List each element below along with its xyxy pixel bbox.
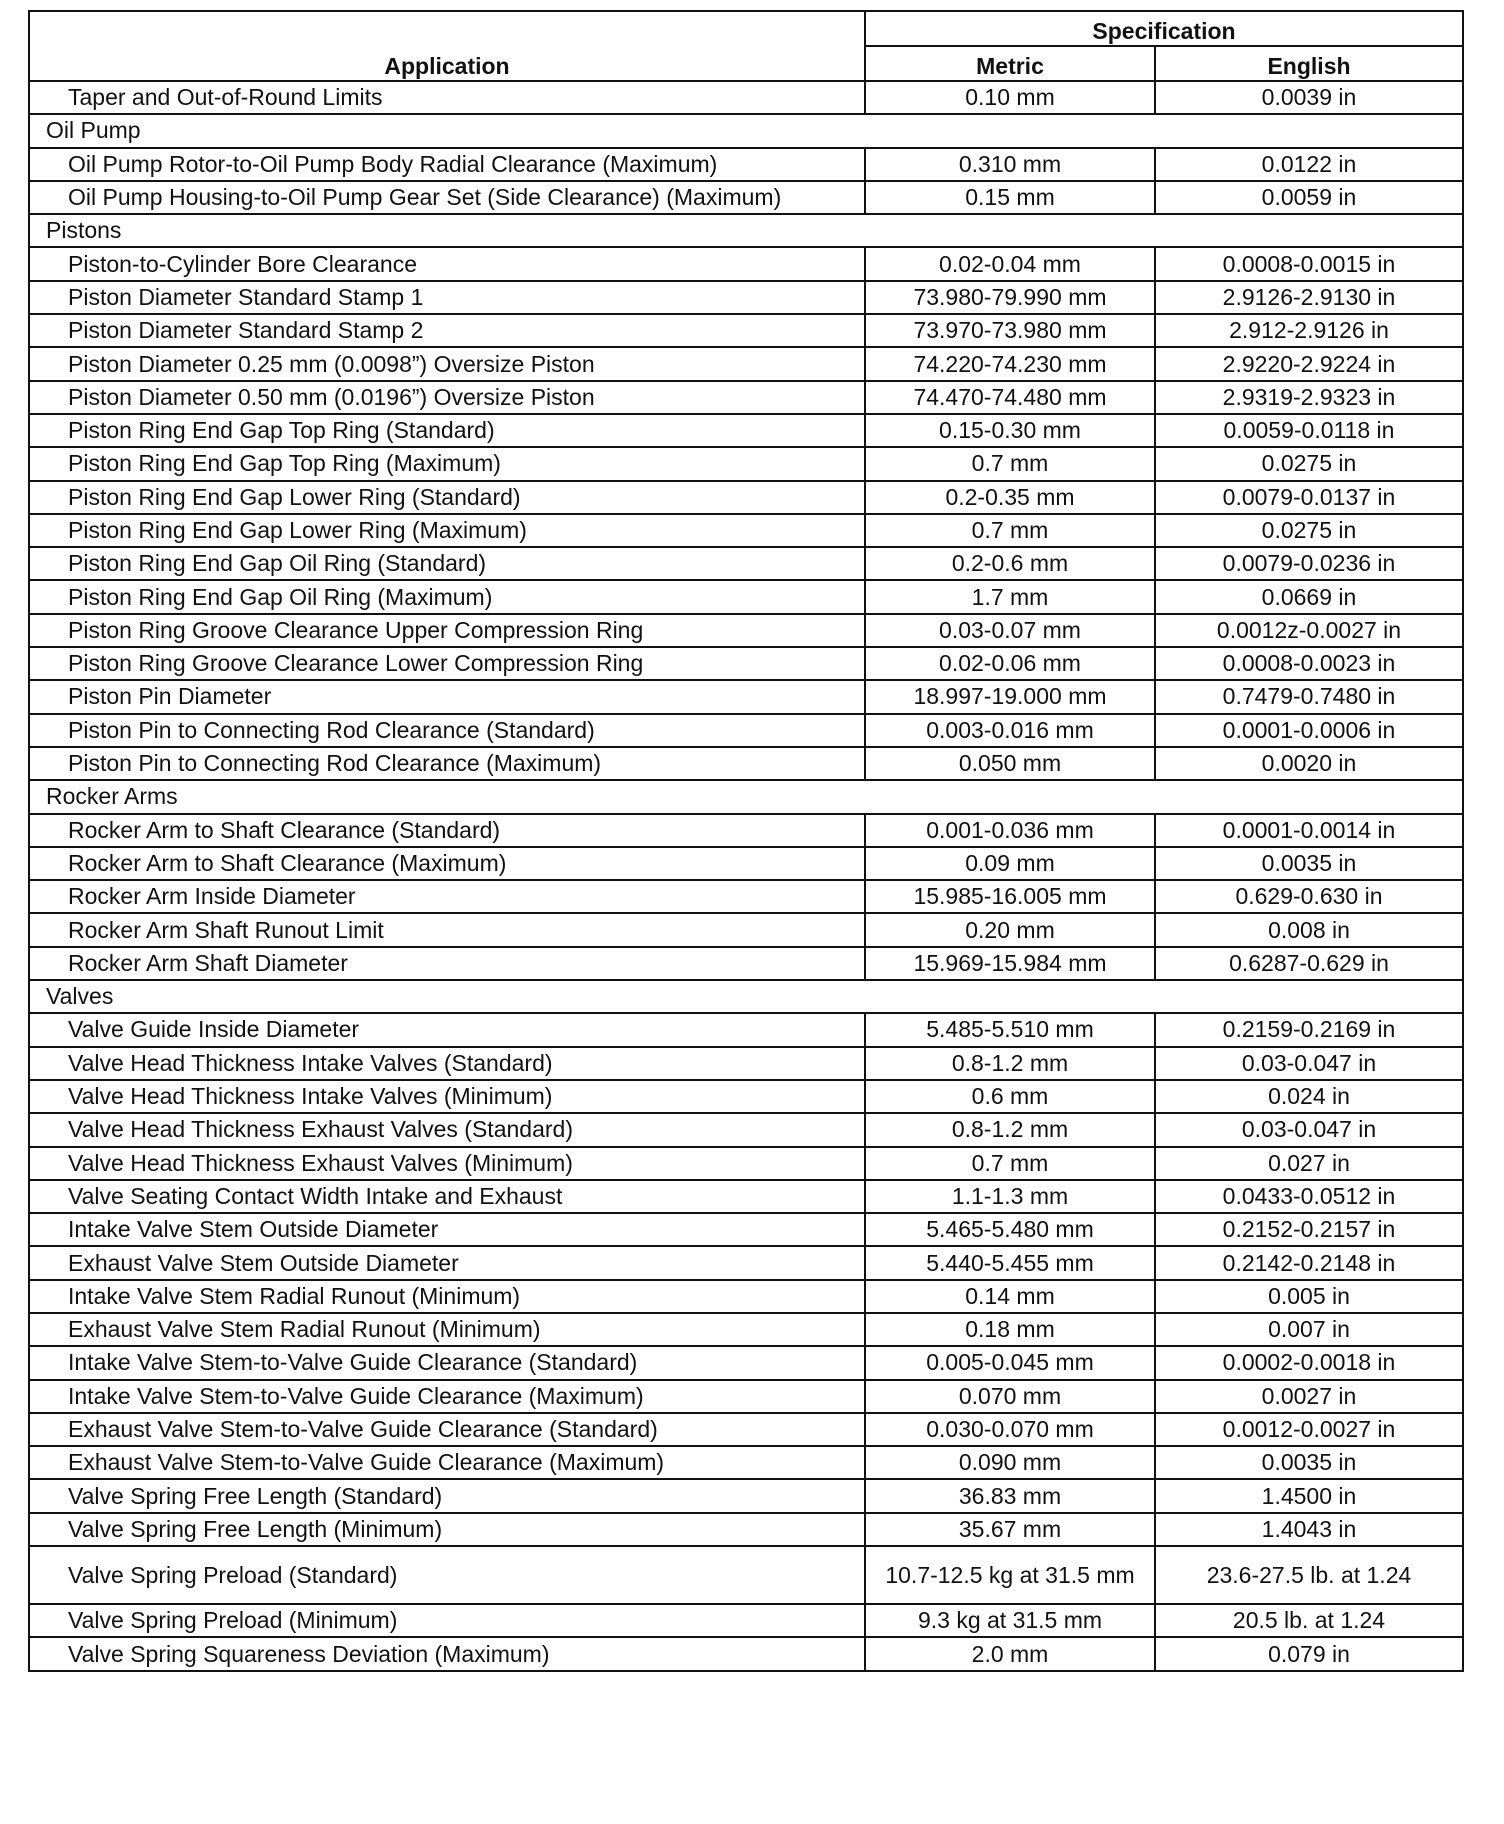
application-cell: Valve Head Thickness Exhaust Valves (Standard) [29, 1113, 865, 1146]
english-cell: 0.2159-0.2169 in [1155, 1013, 1463, 1046]
metric-cell: 73.970-73.980 mm [865, 314, 1155, 347]
table-row [29, 1080, 1463, 1113]
application-cell: Exhaust Valve Stem Radial Runout (Minimum) [29, 1313, 865, 1346]
english-cell: 0.079 in [1155, 1637, 1463, 1670]
english-cell: 0.0669 in [1155, 580, 1463, 613]
english-cell: 0.0002-0.0018 in [1155, 1346, 1463, 1379]
table-row [29, 547, 1463, 580]
table-row [29, 880, 1463, 913]
application-header: Application [29, 11, 865, 81]
english-cell: 0.0275 in [1155, 447, 1463, 480]
metric-cell: 0.005-0.045 mm [865, 1346, 1155, 1379]
application-cell: Piston Ring End Gap Lower Ring (Maximum) [29, 514, 865, 547]
application-cell: Exhaust Valve Stem Outside Diameter [29, 1246, 865, 1279]
table-row [29, 1013, 1463, 1046]
metric-cell: 0.7 mm [865, 514, 1155, 547]
english-cell: 0.0079-0.0137 in [1155, 481, 1463, 514]
table-row [29, 680, 1463, 713]
table-row [29, 947, 1463, 980]
english-cell: 0.0433-0.0512 in [1155, 1180, 1463, 1213]
section-label: Pistons [29, 214, 1463, 247]
application-cell: Exhaust Valve Stem-to-Valve Guide Clearance (Standard) [29, 1413, 865, 1446]
metric-cell: 0.7 mm [865, 1147, 1155, 1180]
english-cell: 0.03-0.047 in [1155, 1047, 1463, 1080]
table-row [29, 247, 1463, 280]
english-cell: 0.629-0.630 in [1155, 880, 1463, 913]
metric-cell: 0.2-0.6 mm [865, 547, 1155, 580]
english-cell: 0.0020 in [1155, 747, 1463, 780]
application-cell: Piston Ring End Gap Lower Ring (Standard) [29, 481, 865, 514]
table-header [29, 11, 1463, 81]
table-row [29, 847, 1463, 880]
application-cell: Rocker Arm Shaft Diameter [29, 947, 865, 980]
application-cell: Valve Spring Free Length (Standard) [29, 1479, 865, 1512]
table-row [29, 1346, 1463, 1379]
application-cell: Piston Pin Diameter [29, 680, 865, 713]
application-cell: Rocker Arm Inside Diameter [29, 880, 865, 913]
english-cell: 0.2142-0.2148 in [1155, 1246, 1463, 1279]
english-cell: 0.0008-0.0015 in [1155, 247, 1463, 280]
application-cell: Intake Valve Stem-to-Valve Guide Clearance (Maximum) [29, 1380, 865, 1413]
english-cell: 2.912-2.9126 in [1155, 314, 1463, 347]
metric-cell: 0.2-0.35 mm [865, 481, 1155, 514]
table-row [29, 81, 1463, 114]
english-cell: 0.0035 in [1155, 1446, 1463, 1479]
table-row [29, 580, 1463, 613]
section-row [29, 980, 1463, 1013]
metric-cell: 0.310 mm [865, 148, 1155, 181]
application-cell: Intake Valve Stem Outside Diameter [29, 1213, 865, 1246]
metric-cell: 0.8-1.2 mm [865, 1047, 1155, 1080]
english-cell: 2.9220-2.9224 in [1155, 347, 1463, 380]
metric-cell: 0.090 mm [865, 1446, 1155, 1479]
english-cell: 0.007 in [1155, 1313, 1463, 1346]
application-cell: Piston Diameter Standard Stamp 1 [29, 281, 865, 314]
english-cell: 0.6287-0.629 in [1155, 947, 1463, 980]
metric-cell: 0.20 mm [865, 913, 1155, 946]
section-label: Rocker Arms [29, 780, 1463, 813]
specification-table [28, 10, 1464, 1672]
metric-cell: 0.070 mm [865, 1380, 1155, 1413]
metric-cell: 0.03-0.07 mm [865, 614, 1155, 647]
table-row [29, 1380, 1463, 1413]
metric-cell: 35.67 mm [865, 1513, 1155, 1546]
section-row [29, 114, 1463, 147]
application-cell: Intake Valve Stem-to-Valve Guide Clearance (Standard) [29, 1346, 865, 1379]
table-row [29, 1147, 1463, 1180]
english-cell: 1.4500 in [1155, 1479, 1463, 1512]
table-row [29, 1604, 1463, 1637]
application-cell: Valve Head Thickness Exhaust Valves (Minimum) [29, 1147, 865, 1180]
table-row [29, 1446, 1463, 1479]
table-row [29, 614, 1463, 647]
metric-cell: 0.030-0.070 mm [865, 1413, 1155, 1446]
application-cell: Rocker Arm Shaft Runout Limit [29, 913, 865, 946]
application-cell: Valve Spring Preload (Minimum) [29, 1604, 865, 1637]
metric-cell: 15.969-15.984 mm [865, 947, 1155, 980]
english-cell: 0.008 in [1155, 913, 1463, 946]
english-cell: 0.0027 in [1155, 1380, 1463, 1413]
table-row [29, 1180, 1463, 1213]
table-row [29, 281, 1463, 314]
english-cell: 0.0275 in [1155, 514, 1463, 547]
metric-cell: 1.7 mm [865, 580, 1155, 613]
section-row [29, 780, 1463, 813]
table-row [29, 1246, 1463, 1279]
application-cell: Intake Valve Stem Radial Runout (Minimum) [29, 1280, 865, 1313]
table-row [29, 1479, 1463, 1512]
metric-cell: 0.10 mm [865, 81, 1155, 114]
application-cell: Piston-to-Cylinder Bore Clearance [29, 247, 865, 280]
table-row [29, 1413, 1463, 1446]
metric-cell: 0.8-1.2 mm [865, 1113, 1155, 1146]
english-cell: 0.0012z-0.0027 in [1155, 614, 1463, 647]
application-cell: Piston Diameter 0.25 mm (0.0098”) Oversize Piston [29, 347, 865, 380]
english-header: English [1155, 46, 1463, 81]
metric-cell: 0.15 mm [865, 181, 1155, 214]
section-label: Oil Pump [29, 114, 1463, 147]
application-cell: Piston Pin to Connecting Rod Clearance (Standard) [29, 714, 865, 747]
english-cell: 0.005 in [1155, 1280, 1463, 1313]
metric-cell: 9.3 kg at 31.5 mm [865, 1604, 1155, 1637]
metric-cell: 0.02-0.06 mm [865, 647, 1155, 680]
metric-cell: 0.09 mm [865, 847, 1155, 880]
table-row [29, 913, 1463, 946]
application-cell: Exhaust Valve Stem-to-Valve Guide Clearance (Maximum) [29, 1446, 865, 1479]
metric-header: Metric [865, 46, 1155, 81]
english-cell: 0.03-0.047 in [1155, 1113, 1463, 1146]
table-row [29, 347, 1463, 380]
application-cell: Piston Ring End Gap Oil Ring (Maximum) [29, 580, 865, 613]
application-cell: Rocker Arm to Shaft Clearance (Standard) [29, 814, 865, 847]
metric-cell: 10.7-12.5 kg at 31.5 mm [865, 1546, 1155, 1604]
english-cell: 0.024 in [1155, 1080, 1463, 1113]
table-row [29, 1213, 1463, 1246]
english-cell: 0.0001-0.0006 in [1155, 714, 1463, 747]
table-row [29, 1047, 1463, 1080]
metric-cell: 18.997-19.000 mm [865, 680, 1155, 713]
application-cell: Piston Diameter 0.50 mm (0.0196”) Oversize Piston [29, 381, 865, 414]
application-cell: Piston Ring End Gap Oil Ring (Standard) [29, 547, 865, 580]
metric-cell: 36.83 mm [865, 1479, 1155, 1512]
metric-cell: 0.02-0.04 mm [865, 247, 1155, 280]
application-cell: Piston Ring Groove Clearance Lower Compression Ring [29, 647, 865, 680]
table-row [29, 314, 1463, 347]
table-row [29, 1280, 1463, 1313]
table-row [29, 1513, 1463, 1546]
application-cell: Piston Ring End Gap Top Ring (Standard) [29, 414, 865, 447]
metric-cell: 5.485-5.510 mm [865, 1013, 1155, 1046]
english-cell: 2.9126-2.9130 in [1155, 281, 1463, 314]
metric-cell: 0.15-0.30 mm [865, 414, 1155, 447]
application-cell: Oil Pump Rotor-to-Oil Pump Body Radial Clearance (Maximum) [29, 148, 865, 181]
table-row [29, 647, 1463, 680]
table-row [29, 481, 1463, 514]
table-row [29, 447, 1463, 480]
application-cell: Piston Ring End Gap Top Ring (Maximum) [29, 447, 865, 480]
metric-cell: 0.18 mm [865, 1313, 1155, 1346]
application-cell: Valve Head Thickness Intake Valves (Standard) [29, 1047, 865, 1080]
table-row [29, 181, 1463, 214]
english-cell: 0.2152-0.2157 in [1155, 1213, 1463, 1246]
application-cell: Valve Spring Squareness Deviation (Maximum) [29, 1637, 865, 1670]
application-cell: Piston Ring Groove Clearance Upper Compression Ring [29, 614, 865, 647]
metric-cell: 0.14 mm [865, 1280, 1155, 1313]
table-row [29, 1113, 1463, 1146]
section-row [29, 214, 1463, 247]
application-cell: Valve Spring Preload (Standard) [29, 1546, 865, 1604]
application-cell: Rocker Arm to Shaft Clearance (Maximum) [29, 847, 865, 880]
metric-cell: 0.001-0.036 mm [865, 814, 1155, 847]
english-cell: 0.027 in [1155, 1147, 1463, 1180]
metric-cell: 74.220-74.230 mm [865, 347, 1155, 380]
metric-cell: 0.7 mm [865, 447, 1155, 480]
metric-cell: 2.0 mm [865, 1637, 1155, 1670]
english-cell: 0.0039 in [1155, 81, 1463, 114]
application-cell: Valve Seating Contact Width Intake and Exhaust [29, 1180, 865, 1213]
english-cell: 0.0079-0.0236 in [1155, 547, 1463, 580]
english-cell: 0.0122 in [1155, 148, 1463, 181]
metric-cell: 73.980-79.990 mm [865, 281, 1155, 314]
english-cell: 1.4043 in [1155, 1513, 1463, 1546]
table-row [29, 381, 1463, 414]
table-row [29, 1546, 1463, 1604]
table-row [29, 1313, 1463, 1346]
english-cell: 0.0059-0.0118 in [1155, 414, 1463, 447]
metric-cell: 15.985-16.005 mm [865, 880, 1155, 913]
english-cell: 0.0008-0.0023 in [1155, 647, 1463, 680]
metric-cell: 0.003-0.016 mm [865, 714, 1155, 747]
metric-cell: 1.1-1.3 mm [865, 1180, 1155, 1213]
metric-cell: 5.465-5.480 mm [865, 1213, 1155, 1246]
application-cell: Taper and Out-of-Round Limits [29, 81, 865, 114]
english-cell: 23.6-27.5 lb. at 1.24 [1155, 1546, 1463, 1604]
english-cell: 0.0035 in [1155, 847, 1463, 880]
application-cell: Valve Spring Free Length (Minimum) [29, 1513, 865, 1546]
application-cell: Oil Pump Housing-to-Oil Pump Gear Set (Side Clearance) (Maximum) [29, 181, 865, 214]
table-row [29, 148, 1463, 181]
metric-cell: 0.6 mm [865, 1080, 1155, 1113]
english-cell: 0.7479-0.7480 in [1155, 680, 1463, 713]
table-row [29, 714, 1463, 747]
table-row [29, 747, 1463, 780]
table-row [29, 414, 1463, 447]
application-cell: Piston Pin to Connecting Rod Clearance (Maximum) [29, 747, 865, 780]
english-cell: 0.0059 in [1155, 181, 1463, 214]
metric-cell: 0.050 mm [865, 747, 1155, 780]
application-cell: Piston Diameter Standard Stamp 2 [29, 314, 865, 347]
english-cell: 0.0012-0.0027 in [1155, 1413, 1463, 1446]
english-cell: 2.9319-2.9323 in [1155, 381, 1463, 414]
specification-header: Specification [865, 11, 1463, 46]
english-cell: 0.0001-0.0014 in [1155, 814, 1463, 847]
table-row [29, 814, 1463, 847]
table-body [29, 81, 1463, 1671]
table-row [29, 514, 1463, 547]
application-cell: Valve Head Thickness Intake Valves (Minimum) [29, 1080, 865, 1113]
application-cell: Valve Guide Inside Diameter [29, 1013, 865, 1046]
section-label: Valves [29, 980, 1463, 1013]
metric-cell: 5.440-5.455 mm [865, 1246, 1155, 1279]
metric-cell: 74.470-74.480 mm [865, 381, 1155, 414]
english-cell: 20.5 lb. at 1.24 [1155, 1604, 1463, 1637]
table-row [29, 1637, 1463, 1670]
